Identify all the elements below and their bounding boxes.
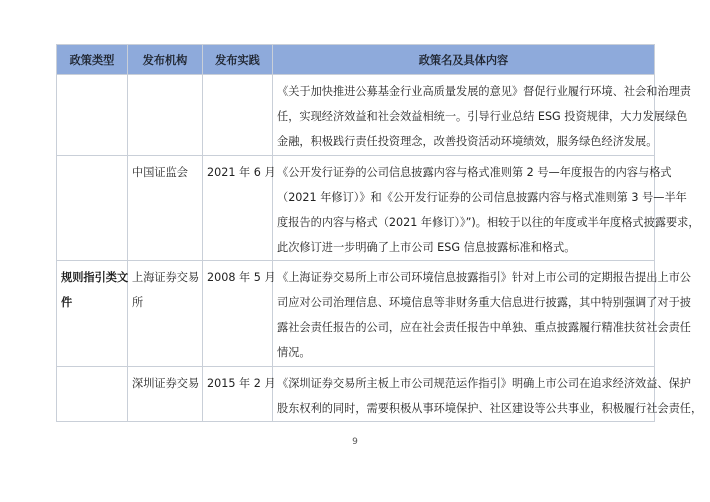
policy-content-cell <box>273 261 691 367</box>
issue-time-cell <box>203 75 273 156</box>
page-number: 9 <box>352 437 358 447</box>
agency-line: 所 <box>132 296 144 309</box>
policy-type-line: 规则指引类文 <box>61 271 129 284</box>
header-policy-type: 政策类型 <box>57 45 128 75</box>
agency-line: 深圳证券交易 <box>132 377 200 390</box>
agency-line: 中国证监会 <box>132 166 188 179</box>
content-line: （2021 年修订）》和《公开发行证券的公司信息披露内容与格式准则第 3 号—半年 <box>277 191 687 204</box>
table-header-row <box>57 45 655 75</box>
policy-content-cell <box>273 75 691 156</box>
content-line: 《公开发行证券的公司信息披露内容与格式准则第 2 号—年度报告的内容与格式 <box>277 166 672 179</box>
issue-date: 2021 年 6 月 <box>207 166 276 179</box>
header-issue-time: 发布实践 <box>203 45 273 75</box>
issuing-agency-cell <box>128 75 203 156</box>
content-line: 情况。 <box>277 346 311 359</box>
issue-date: 2008 年 5 月 <box>207 271 276 284</box>
content-line: 股东权利的同时，需要积极从事环境保护、社区建设等公共事业，积极履行社会责任， <box>277 402 703 415</box>
table-row <box>57 367 655 422</box>
content-line: 任，实现经济效益和社会效益相统一。引导行业总结 ESG 投资规律，大力发展绿色 <box>277 110 688 123</box>
policy-content-cell <box>273 367 703 422</box>
issue-date: 2015 年 2 月 <box>207 377 276 390</box>
content-line: 《上海证券交易所上市公司环境信息披露指引》针对上市公司的定期报告提出上市公 <box>277 271 691 284</box>
issue-time-cell <box>203 156 276 261</box>
content-line: 《深圳证券交易所主板上市公司规范运作指引》明确上市公司在追求经济效益、保护 <box>277 377 691 390</box>
header-policy-content: 政策名及具体内容 <box>273 45 655 75</box>
policy-table <box>56 44 703 422</box>
agency-line: 上海证券交易 <box>132 271 200 284</box>
issuing-agency-cell <box>128 261 203 367</box>
policy-type-cell <box>57 261 128 367</box>
content-line: 露社会责任报告的公司，应在社会责任报告中单独、重点披露履行精准扶贫社会责任 <box>277 321 691 334</box>
table-row <box>57 75 655 156</box>
issue-time-cell <box>203 367 276 422</box>
table-row <box>57 261 655 367</box>
policy-type-line: 件 <box>61 296 73 309</box>
policy-type-cell <box>57 156 128 261</box>
content-line: 度报告的内容与格式（2021 年修订）》”)。相较于以往的年度或半年度格式披露要求， <box>277 216 700 229</box>
issue-time-cell <box>203 261 276 367</box>
table-row <box>57 156 655 261</box>
policy-type-cell <box>57 75 128 156</box>
content-line: 此次修订进一步明确了上市公司 ESG 信息披露标准和格式。 <box>277 241 576 254</box>
policy-type-cell <box>57 367 128 422</box>
content-line: 司应对公司治理信息、环境信息等非财务重大信息进行披露，其中特别强调了对于披 <box>277 296 691 309</box>
issuing-agency-cell <box>128 367 203 422</box>
header-issuing-agency: 发布机构 <box>128 45 203 75</box>
issuing-agency-cell <box>128 156 203 261</box>
policy-content-cell <box>273 156 700 261</box>
content-line: 金融，积极践行责任投资理念，改善投资活动环境绩效，服务绿色经济发展。 <box>277 135 658 148</box>
content-line: 《关于加快推进公募基金行业高质量发展的意见》督促行业履行环境、社会和治理责 <box>277 85 691 98</box>
